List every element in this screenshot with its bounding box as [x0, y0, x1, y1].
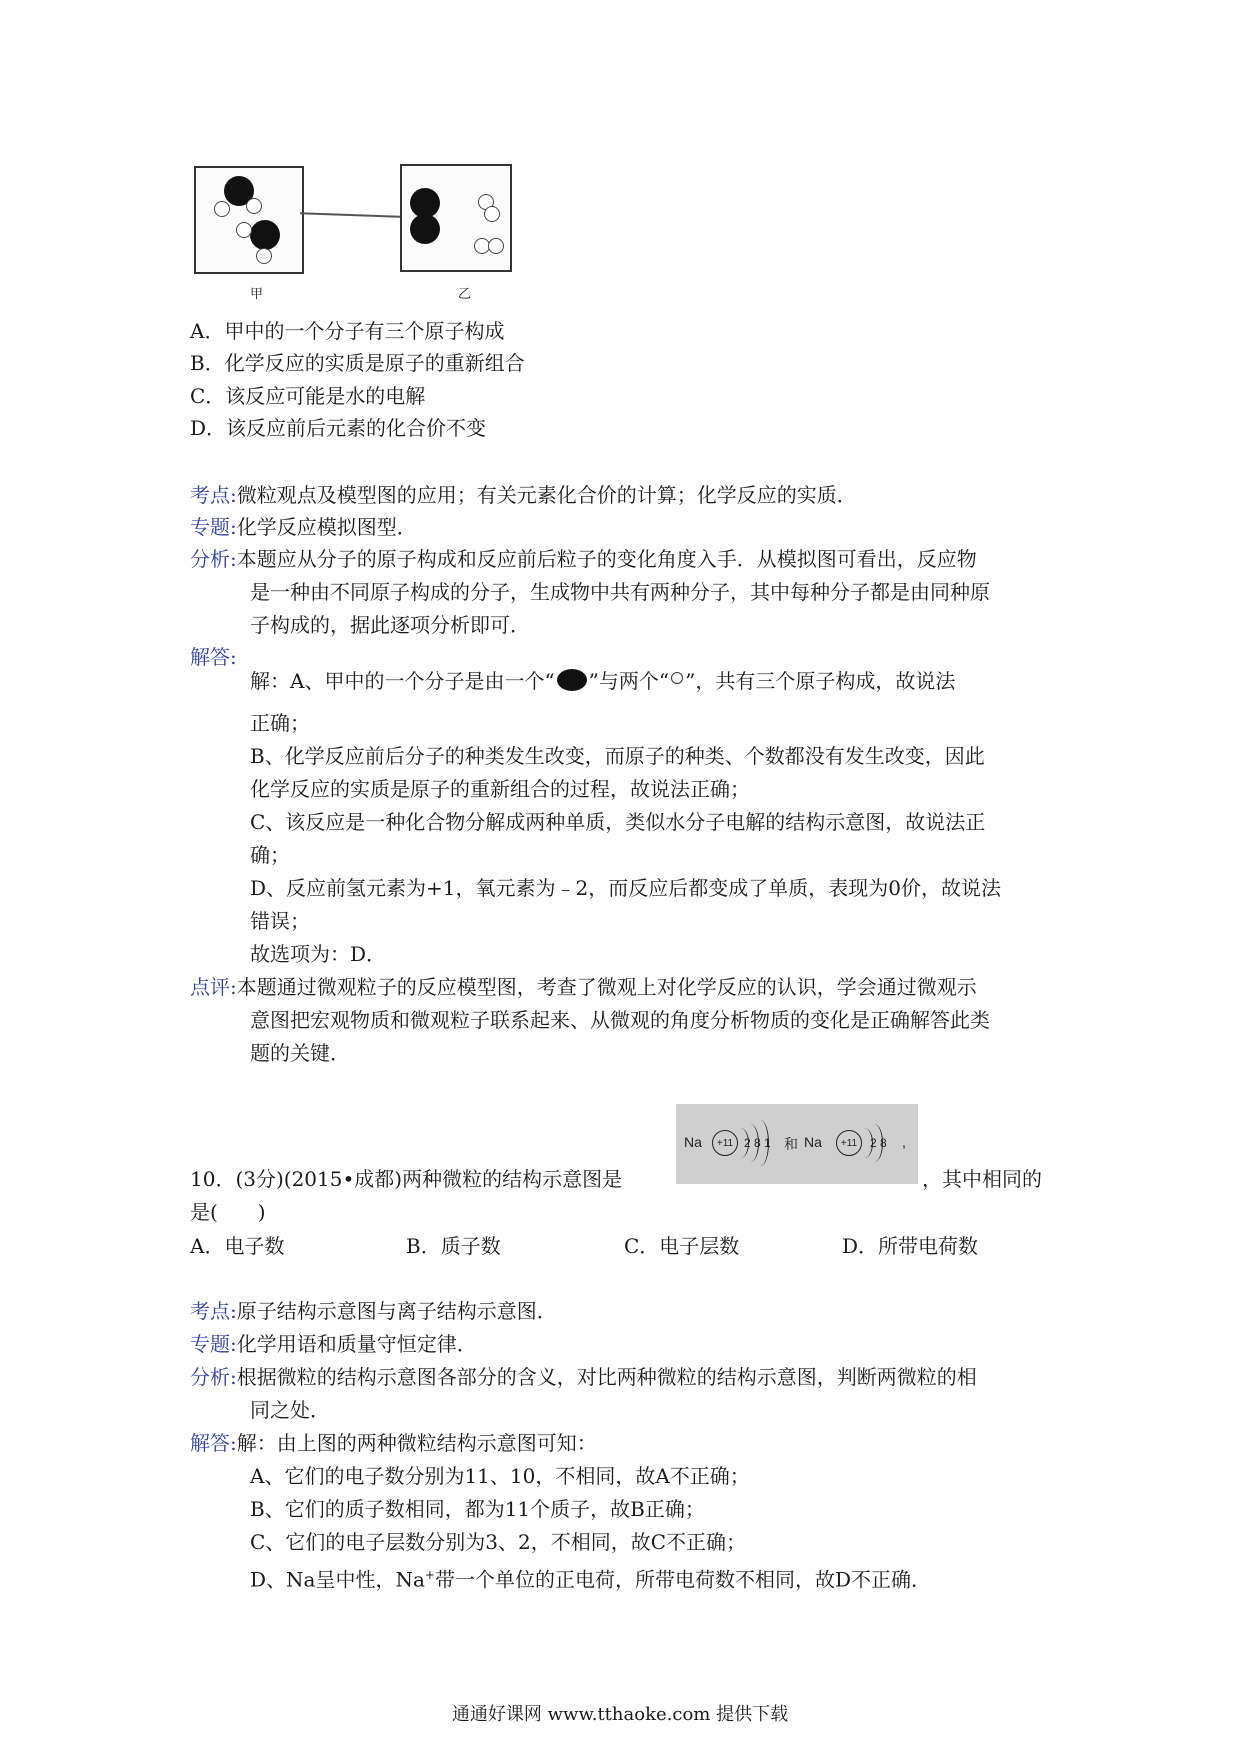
jieda-line: B、它们的质子数相同，都为11个质子，故B正确； — [250, 1497, 705, 1521]
q10-option-a: A．电子数 — [190, 1234, 285, 1258]
q9-fenxi — [190, 546, 977, 572]
jieda-text: 带一个单位的正电荷，所带电荷数不相同，故D不正确． — [434, 1567, 931, 1592]
jieda-text: D、Na呈中性，Na — [250, 1567, 425, 1592]
small-atom-icon — [671, 672, 683, 684]
jieda-text: 解：A、甲中的一个分子是由一个“ — [250, 669, 555, 693]
figure-box-jia — [194, 166, 304, 274]
q9-option-c: C．该反应可能是水的电解 — [190, 384, 426, 408]
q10-kaodian — [190, 1298, 557, 1324]
na-ion-symbol: Na — [804, 1134, 822, 1150]
q9-jieda-a — [250, 668, 955, 694]
jieda-label: 解答: — [190, 645, 237, 669]
zhuanti-text: 化学反应模拟图型． — [236, 515, 417, 539]
figure-label-yi: 乙 — [458, 287, 472, 302]
fenxi-label: 分析: — [190, 547, 237, 571]
figure-box-yi — [400, 164, 512, 272]
atom-large-black — [250, 220, 280, 250]
fenxi-line: 根据微粒的结构示意图各部分的含义，对比两种微粒的结构示意图，判断两微粒的相 — [236, 1365, 977, 1389]
atom-small-white — [488, 238, 504, 254]
q10-stem: 10．(3分)(2015•成都)两种微粒的结构示意图是 — [190, 1167, 623, 1191]
page-footer: 通通好课网 www.tthaoke.com 提供下载 — [451, 1704, 789, 1725]
q9-zhuanti — [190, 514, 417, 540]
zhuanti-text: 化学用语和质量守恒定律． — [236, 1332, 477, 1356]
jieda-line: D、反应前氢元素为+1，氧元素为﹣2，而反应后都变成了单质，表现为0价，故说法 — [250, 876, 1001, 900]
fenxi-label: 分析: — [190, 1365, 237, 1389]
q10-zhuanti — [190, 1331, 477, 1357]
shell-electrons-atom: 2 8 1 — [744, 1136, 771, 1150]
q10-option-b: B．质子数 — [406, 1234, 501, 1258]
jieda-line: A、它们的电子数分别为11、10，不相同，故A不正确； — [250, 1464, 750, 1488]
dianping-line: 本题通过微观粒子的反应模型图，考查了微观上对化学反应的认识，学会通过微观示 — [236, 975, 977, 999]
nucleus-circle: +11 — [712, 1130, 738, 1156]
kaodian-text: 微粒观点及模型图的应用；有关元素化合价的计算；化学反应的实质． — [236, 483, 857, 507]
na-symbol: Na — [684, 1134, 702, 1150]
fenxi-line: 是一种由不同原子构成的分子，生成物中共有两种分子，其中每种分子都是由同种原 — [250, 580, 990, 604]
q9-option-d: D．该反应前后元素的化合价不变 — [190, 416, 487, 440]
jieda-label: 解答: — [190, 1431, 237, 1455]
q10-fenxi — [190, 1364, 977, 1390]
struct-tail: , — [902, 1134, 906, 1150]
kaodian-label: 考点: — [190, 1299, 237, 1323]
particle-structure-diagram — [676, 1104, 918, 1184]
jieda-text: ”，共有三个原子构成，故说法 — [685, 669, 956, 693]
jieda-line: 错误； — [250, 909, 310, 933]
jieda-line: C、它们的电子层数分别为3、2，不相同，故C不正确； — [250, 1530, 747, 1554]
q10-jieda-d — [250, 1562, 931, 1593]
jieda-line: 故选项为：D． — [250, 942, 387, 966]
and-text: 和 — [784, 1136, 798, 1152]
q9-kaodian — [190, 482, 857, 508]
fenxi-line: 同之处． — [250, 1398, 330, 1422]
q10-jieda — [190, 1430, 597, 1456]
atom-small-white — [246, 198, 262, 214]
dianping-line: 意图把宏观物质和微观粒子联系起来、从微观的角度分析物质的变化是正确解答此类 — [250, 1008, 990, 1032]
fenxi-line: 子构成的，据此逐项分析即可． — [250, 613, 530, 637]
shell-electrons-ion: 2 8 — [870, 1136, 887, 1150]
superscript-plus: + — [424, 1568, 435, 1582]
q9-option-a: A．甲中的一个分子有三个原子构成 — [190, 319, 505, 343]
jieda-line: C、该反应是一种化合物分解成两种单质，类似水分子电解的结构示意图，故说法正 — [250, 810, 986, 834]
zhuanti-label: 专题: — [190, 1332, 237, 1356]
figure-label-jia: 甲 — [250, 287, 264, 302]
kaodian-label: 考点: — [190, 483, 237, 507]
fenxi-line: 本题应从分子的原子构成和反应前后粒子的变化角度入手．从模拟图可看出，反应物 — [236, 547, 977, 571]
atom-small-white — [236, 222, 252, 238]
atom-small-white — [484, 206, 500, 222]
dianping-label: 点评: — [190, 975, 237, 999]
atom-small-white — [214, 201, 230, 217]
jieda-text: 解：由上图的两种微粒结构示意图可知： — [236, 1431, 597, 1455]
jieda-line: 化学反应的实质是原子的重新组合的过程，故说法正确； — [250, 777, 750, 801]
jieda-line: B、化学反应前后分子的种类发生改变，而原子的种类、个数都没有发生改变，因此 — [250, 744, 985, 768]
kaodian-text: 原子结构示意图与离子结构示意图． — [236, 1299, 557, 1323]
jieda-line: 正确； — [250, 711, 310, 735]
nucleus-circle: +11 — [836, 1130, 862, 1156]
q10-stem-line2: 是( ) — [190, 1200, 266, 1224]
large-atom-icon — [557, 669, 587, 691]
atom-small-white — [256, 248, 272, 264]
q9-option-b: B．化学反应的实质是原子的重新组合 — [190, 351, 525, 375]
q10-option-c: C．电子层数 — [624, 1234, 740, 1258]
zhuanti-label: 专题: — [190, 515, 237, 539]
jieda-line: 确； — [250, 843, 290, 867]
dianping-line: 题的关键． — [250, 1041, 350, 1065]
atom-large-black — [410, 214, 440, 244]
jieda-text: ”与两个“ — [588, 669, 670, 693]
q10-stem-end: ，其中相同的 — [922, 1167, 1042, 1191]
reaction-connector-line — [300, 212, 400, 217]
q10-option-d: D．所带电荷数 — [842, 1234, 979, 1258]
q9-dianping — [190, 974, 977, 1000]
